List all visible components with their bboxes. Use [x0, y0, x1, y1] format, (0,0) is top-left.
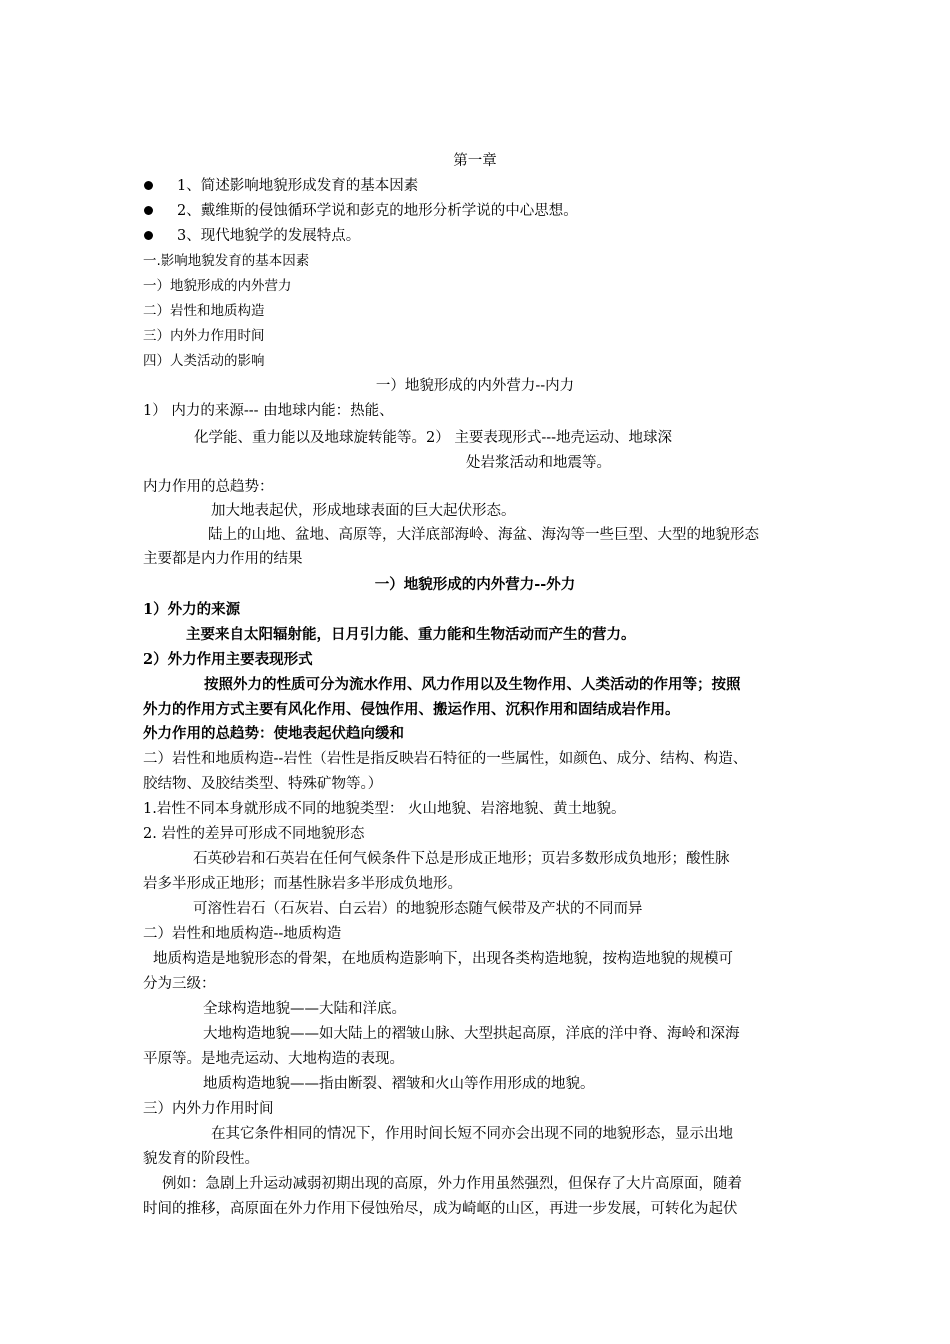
internal-source-line: 1） 内力的来源--- 由地球内能：热能、: [143, 403, 394, 419]
external-forms-text: 按照外力的性质可分为流水作用、风力作用以及生物作用、人类活动的作用等；按照: [204, 676, 741, 693]
external-force-heading: 一）地貌形成的内外营力--外力: [374, 576, 576, 593]
section-title: 一.影响地貌发育的基本因素: [143, 253, 310, 269]
bullet-icon: [144, 231, 153, 240]
internal-force-heading: 一）地貌形成的内外营力--内力: [375, 378, 575, 394]
outline-item: 二）岩性和地质构造: [143, 303, 265, 319]
lithology-point: 2. 岩性的差异可形成不同地貌形态: [143, 826, 365, 842]
lithology-heading: 胶结物、及胶结类型、特殊矿物等。）: [143, 776, 383, 792]
external-source-text: 主要来自太阳辐射能，日月引力能、重力能和生物活动而产生的营力。: [186, 626, 636, 643]
time-text: 在其它条件相同的情况下，作用时间长短不同亦会出现不同的地貌形态，显示出地: [211, 1126, 733, 1142]
time-example: 时间的推移，高原面在外力作用下侵蚀殆尽，成为崎岖的山区，再进一步发展，可转化为起伏: [143, 1201, 738, 1217]
chapter-title: 第一章: [453, 153, 497, 169]
internal-trend-label: 内力作用的总趋势：: [143, 479, 274, 495]
internal-source-line: 化学能、重力能以及地球旋转能等。2） 主要表现形式---地壳运动、地球深: [194, 430, 673, 446]
lithology-detail: 石英砂岩和石英岩在任何气候条件下总是形成正地形；页岩多数形成负地形；酸性脉: [193, 851, 730, 867]
question-2: 2、戴维斯的侵蚀循环学说和彭克的地形分析学说的中心思想。: [177, 203, 578, 219]
bullet-icon: [144, 181, 153, 190]
bullet-icon: [144, 206, 153, 215]
external-forms-title: 2）外力作用主要表现形式: [143, 651, 313, 668]
structure-level: 大地构造地貌——如大陆上的褶皱山脉、大型拱起高原，洋底的洋中脊、海岭和深海: [203, 1026, 740, 1042]
internal-source-line: 处岩浆活动和地震等。: [466, 455, 611, 471]
internal-result-text: 陆上的山地、盆地、高原等，大洋底部海岭、海盆、海沟等一些巨型、大型的地貌形态: [208, 527, 759, 543]
internal-trend-text: 加大地表起伏，形成地球表面的巨大起伏形态。: [211, 503, 516, 519]
lithology-heading: 二）岩性和地质构造--岩性（岩性是指反映岩石特征的一些属性，如颜色、成分、结构、构造、: [143, 751, 748, 767]
structure-intro: 分为三级：: [143, 976, 216, 992]
outline-item: 一）地貌形成的内外营力: [143, 278, 292, 294]
time-text: 貌发育的阶段性。: [143, 1151, 259, 1167]
external-trend: 外力作用的总趋势：使地表起伏趋向缓和: [143, 725, 404, 742]
lithology-detail: 可溶性岩石（石灰岩、白云岩）的地貌形态随气候带及产状的不同而异: [193, 901, 643, 917]
outline-item: 四）人类活动的影响: [143, 353, 265, 369]
outline-item: 三）内外力作用时间: [143, 328, 265, 344]
external-forms-text: 外力的作用方式主要有风化作用、侵蚀作用、搬运作用、沉积作用和固结成岩作用。: [143, 701, 680, 718]
structure-heading: 二）岩性和地质构造--地质构造: [143, 926, 342, 942]
internal-result-text: 主要都是内力作用的结果: [143, 551, 303, 567]
structure-level: 地质构造地貌——指由断裂、褶皱和火山等作用形成的地貌。: [203, 1076, 595, 1092]
structure-intro: 地质构造是地貌形态的骨架，在地质构造影响下，出现各类构造地貌，按构造地貌的规模可: [153, 951, 733, 967]
structure-level: 全球构造地貌——大陆和洋底。: [203, 1001, 406, 1017]
lithology-detail: 岩多半形成正地形；而基性脉岩多半形成负地形。: [143, 876, 462, 892]
time-heading: 三）内外力作用时间: [143, 1101, 274, 1117]
question-1: 1、简述影响地貌形成发育的基本因素: [177, 178, 419, 194]
question-3: 3、现代地貌学的发展特点。: [177, 228, 361, 244]
external-source-title: 1）外力的来源: [143, 601, 241, 618]
time-example: 例如：急剧上升运动减弱初期出现的高原，外力作用虽然强烈，但保存了大片高原面，随着: [162, 1176, 742, 1192]
structure-level: 平原等。是地壳运动、大地构造的表现。: [143, 1051, 404, 1067]
lithology-point: 1.岩性不同本身就形成不同的地貌类型： 火山地貌、岩溶地貌、黄土地貌。: [143, 801, 626, 817]
